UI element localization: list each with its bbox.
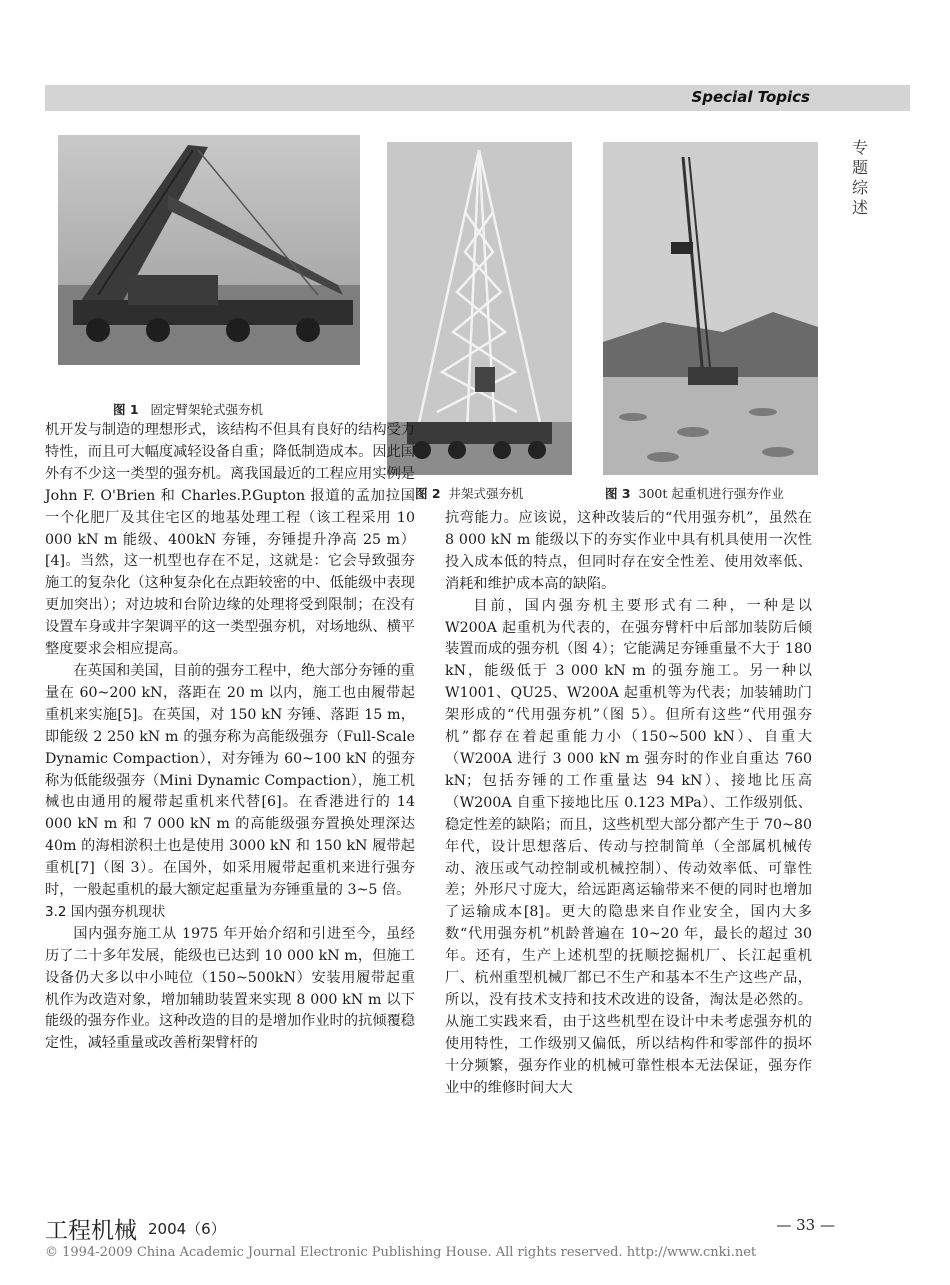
figure-3-caption — [605, 484, 784, 502]
section-title: Special Topics — [691, 88, 810, 106]
copyright-notice: © 1994-2009 China Academic Journal Electronic Publishing House. All rights reserved. http://www.cnki.net — [45, 1245, 757, 1260]
figure-1-label: 图 1 — [113, 402, 139, 417]
figure-3-photo — [603, 142, 818, 475]
figure-3-image — [603, 142, 818, 475]
figure-1-photo — [58, 135, 360, 365]
left-column — [45, 420, 415, 1055]
page-number: — 33 — — [776, 1216, 835, 1234]
figure-2-text: 井架式强夯机 — [448, 486, 524, 501]
side-section-label: 专题综述 — [851, 138, 868, 217]
right-column — [445, 508, 812, 1099]
section-heading-3-2: 3.2 国内强夯机现状 — [45, 903, 166, 920]
right-paragraph-2: 目前，国内强夯机主要形式有二种，一种是以 W200A 起重机为代表的，在强夯臂杆中后部加装防后倾装置而成的强夯机（图 4）；它能满足夯锤重量不大于 180 kN，能级低于 3 000 kN m 的强夯施工。另一种以 W1001、QU25、W200A 起重机等为代表；加装辅助门架形成的“代用强夯机”（图 5）。但所有这些“代用强夯机”都存在着起重能力小（150~500 kN）、自重大（W200A 进行 3 000 kN m 强夯时的作业自重达 760 kN；包括夯锤的工作重量达 94 kN）、接地比压高（W200A 自重下接地比压 0.123 MPa）、工作级别低、稳定性差的缺陷；而且，这些机型大部分都产生于 70~80 年代，设计思想落后、传动与控制简单（全部属机械传动、液压或气动控制或机械控制）、传动效率低、可靠性差；外形尺寸庞大，给远距离运输带来不便的同时也增加了运输成本[8]。更大的隐患来自作业安全，国内大多数“代用强夯机”机龄普遍在 10~20 年，最长的超过 30 年。还有，生产上述机型的抚顺挖掘机厂、长江起重机厂、杭州重型机械厂都已不生产和基本不生产这些产品，所以，没有技术支持和技术改进的设备，淘汰是必然的。从施工实践来看，由于这些机型在设计中未考虑强夯机的使用特性，工作级别又偏低，所以结构件和零部件的损坏十分频繁，强夯作业的机械可靠性根本无法保证，强夯作业中的维修时间大大 — [445, 597, 812, 1096]
journal-issue: 2004（6） — [148, 1220, 226, 1238]
figure-1-image — [58, 135, 360, 365]
left-paragraph-2: 在英国和美国，目前的强夯工程中，绝大部分夯锤的重量在 60~200 kN，落距在 20 m 以内，施工也由履带起重机来实施[5]。在英国，对 150 kN 夯锤、落距 15 m，即能级 2 250 kN m 的强夯称为高能级强夯（Full-Scale Dynamic Compaction），对夯锤为 60~100 kN 的强夯称为低能级强夯（Mini Dynamic Compaction），施工机械也由通用的履带起重机来代替[6]。在香港进行的 14 000 kN m 和 7 000 kN m 的高能级强夯置换处理深达 40m 的海相淤积土也是使用 3000 kN 和 150 kN 履带起重机[7]（图 3）。在国外，如采用履带起重机来进行强夯时，一般起重机的最大额定起重量为夯锤重量的 3~5 倍。 — [45, 662, 415, 899]
left-paragraph-3: 国内强夯施工从 1975 年开始介绍和引进至今，虽经历了二十多年发展，能级也已达到 10 000 kN m，但施工设备仍大多以中小吨位（150~500kN）安装用履带起重机作为改造对象，增加辅助装置来实现 8 000 kN m 以下能级的强夯作业。这种改造的目的是增加作业时的抗倾覆稳定性，减轻重量或改善桁架臂杆的 — [45, 925, 415, 1052]
figure-1-text: 固定臂架轮式强夯机 — [150, 402, 263, 417]
figure-3-label: 图 3 — [605, 486, 631, 501]
left-paragraph-1: 机开发与制造的理想形式，该结构不但具有良好的结构受力特性，而且可大幅度减轻设备自重；降低制造成本。因此国外有不少这一类型的强夯机。离我国最近的工程应用实例是 John F. O'Brien 和 Charles.P.Gupton 报道的孟加拉国一个化肥厂及其住宅区的地基处理工程（该工程采用 10 000 kN m 能级、400kN 夯锤，夯锤提升净高 25 m）[4]。当然，这一机型也存在不足，这就是：它会导致强夯施工的复杂化（这种复杂化在点距较密的中、低能级中表现更加突出）；对边坡和台阶边缘的处理将受到限制；在没有设置车身或井字架调平的这一类型强夯机，对场地纵、横平整度要求会相应提高。 — [45, 422, 415, 658]
right-paragraph-1: 抗弯能力。应该说，这种改装后的“代用强夯机”，虽然在 8 000 kN m 能级以下的夯实作业中具有机具使用一次性投入成本低的特点，但同时存在安全性差、使用效率低、消耗和维护成本高的缺陷。 — [445, 510, 812, 592]
journal-title: 工程机械 — [45, 1218, 137, 1244]
figure-2-caption — [415, 484, 524, 502]
figure-2-label: 图 2 — [415, 486, 441, 501]
figure-1-caption — [113, 400, 263, 418]
figure-3-text: 300t 起重机进行强夯作业 — [638, 486, 784, 501]
running-header-bar — [45, 85, 910, 111]
